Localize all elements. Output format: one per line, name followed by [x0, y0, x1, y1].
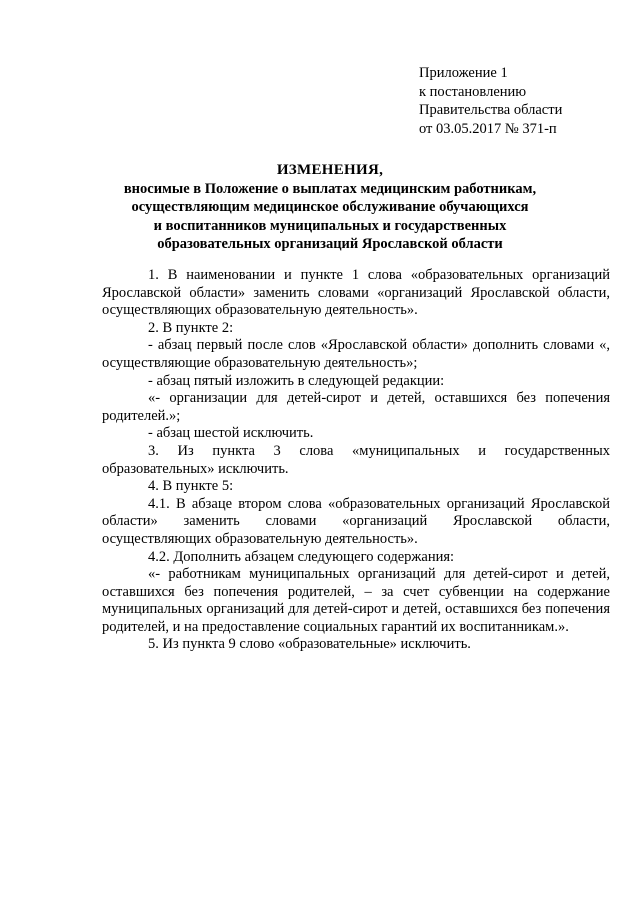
paragraph-item-4-2-quote: «- работникам муниципальных организаций для детей-сирот и детей, оставшихся без попечения родителей, – за счет субвенции на содержание муниципальных организаций для детей-сирот и детей, оставшихся без попечения родителей, и на предоставление социальных гарантий их воспитанникам.».: [102, 566, 610, 635]
appendix-resolution-label: к постановлению: [419, 83, 527, 100]
paragraph-item-1: 1. В наименовании и пункте 1 слова «образовательных организаций Ярославской области» заменить словами «организаций Ярославской области, осуществляющих образовательную деятельность».: [102, 267, 610, 319]
document-heading: [100, 161, 560, 254]
paragraph-item-4-2: 4.2. Дополнить абзацем следующего содержания:: [148, 548, 455, 565]
document-subtitle-line: вносимые в Положение о выплатах медицинским работникам,: [123, 180, 537, 197]
paragraph-item-5: 5. Из пункта 9 слово «образовательные» исключить.: [148, 636, 471, 653]
document-subtitle-line: и воспитанников муниципальных и государственных: [153, 217, 507, 234]
paragraph-item-3: 3. Из пункта 3 слова «муниципальных и государственных образовательных» исключить.: [102, 442, 610, 477]
document-subtitle-line: осуществляющим медицинское обслуживание обучающихся: [131, 199, 529, 215]
paragraph-item-2-sub-3: - абзац шестой исключить.: [148, 425, 314, 442]
paragraph-item-2-sub-2: - абзац пятый изложить в следующей редакции:: [148, 372, 445, 389]
paragraph-item-4: 4. В пункте 5:: [148, 478, 234, 495]
document-body: [102, 267, 610, 654]
paragraph-item-2-sub-1: - абзац первый после слов «Ярославской области» дополнить словами «, осуществляющие образовательную деятельность»;: [102, 337, 610, 371]
document-title: ИЗМЕНЕНИЯ,: [276, 162, 384, 178]
paragraph-item-4-1: 4.1. В абзаце втором слова «образовательных организаций Ярославской области» заменить словами «организаций Ярославской области, осуществляющих образовательную деятельность».: [102, 495, 610, 547]
appendix-number: Приложение 1: [419, 65, 508, 81]
appendix-date-number: от 03.05.2017 № 371-п: [419, 120, 557, 137]
paragraph-item-2: 2. В пункте 2:: [148, 319, 234, 336]
document-subtitle-line: образовательных организаций Ярославской области: [157, 236, 503, 252]
appendix-issuer: Правительства области: [419, 102, 563, 118]
paragraph-item-2-quote: «- организации для детей-сирот и детей, оставшихся без попечения родителей.»;: [102, 390, 610, 424]
appendix-reference: [419, 64, 562, 138]
